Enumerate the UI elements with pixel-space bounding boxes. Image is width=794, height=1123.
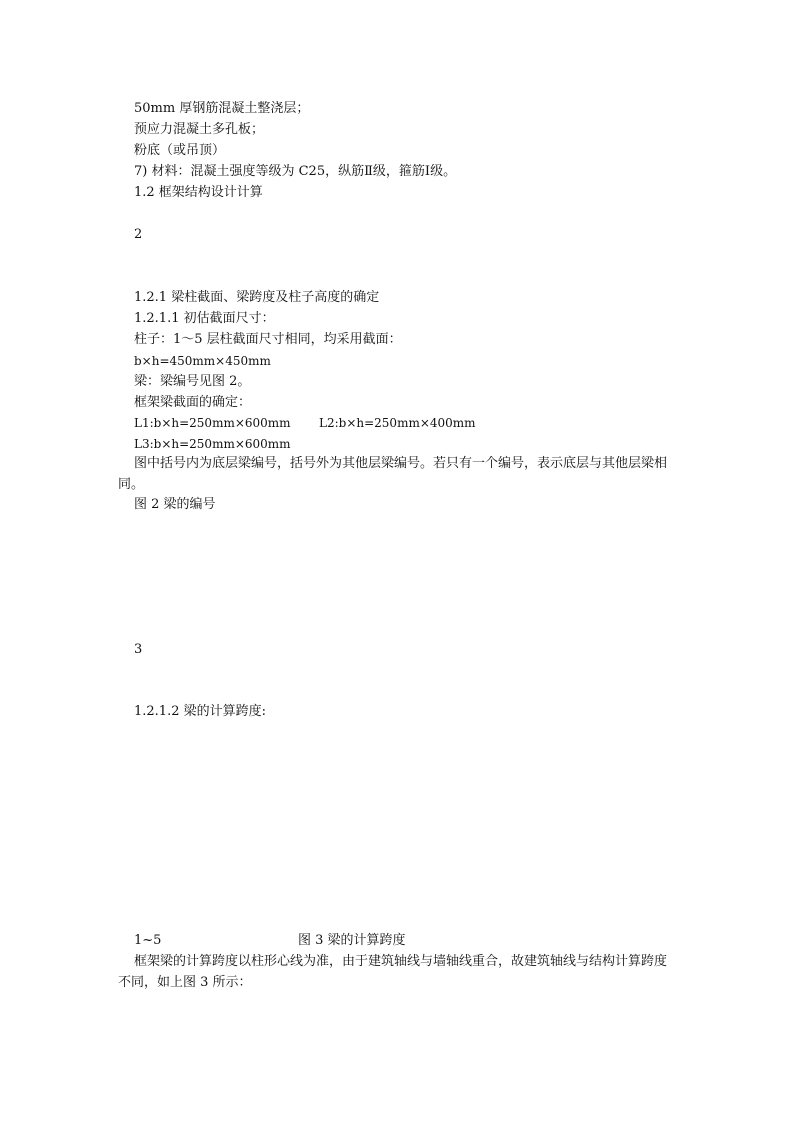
beam-size-l3: L3:b×h=250mm×600mm [134, 437, 291, 451]
text-line: 梁：梁编号见图 2。 [134, 374, 251, 389]
text-line: 粉底（或吊顶） [134, 143, 226, 158]
subsection-heading: 1.2.1.2 梁的计算跨度: [134, 704, 266, 719]
span-paragraph: 框架梁的计算跨度以柱形心线为准，由于建筑轴线与墙轴线重合，故建筑轴线与结构计算跨度不同，如上图 3 所示： [118, 954, 668, 990]
note-paragraph: 图中括号内为底层梁编号，括号外为其他层梁编号。若只有一个编号，表示底层与其他层梁相同。 [118, 456, 668, 492]
section-heading: 1.2.1 梁柱截面、梁跨度及柱子高度的确定 [134, 290, 380, 305]
text-line: 预应力混凝土多孔板； [134, 122, 265, 137]
beam-size-l2: L2:b×h=250mm×400mm [319, 416, 476, 430]
section-heading: 1.2 框架结构设计计算 [134, 185, 263, 200]
text-line: 框架梁截面的确定： [134, 395, 252, 410]
beam-size-l1: L1:b×h=250mm×600mm [134, 416, 291, 430]
page-number: 3 [134, 642, 143, 657]
figure-caption: 图 3 梁的计算跨度 [298, 933, 406, 948]
subsection-heading: 1.2.1.1 初估截面尺寸： [134, 311, 275, 326]
text-line: 50mm 厚钢筋混凝土整浇层； [134, 101, 310, 116]
text-line: 柱子：1～5 层柱截面尺寸相同，均采用截面： [134, 332, 402, 347]
page-number: 2 [134, 227, 143, 242]
column-size: b×h=450mm×450mm [134, 354, 271, 368]
figure-label: 1~5 [134, 933, 162, 948]
figure-caption: 图 2 梁的编号 [134, 497, 216, 512]
materials-line: 7) 材料：混凝土强度等级为 C25，纵筋Ⅱ级，箍筋Ⅰ级。 [134, 164, 457, 179]
